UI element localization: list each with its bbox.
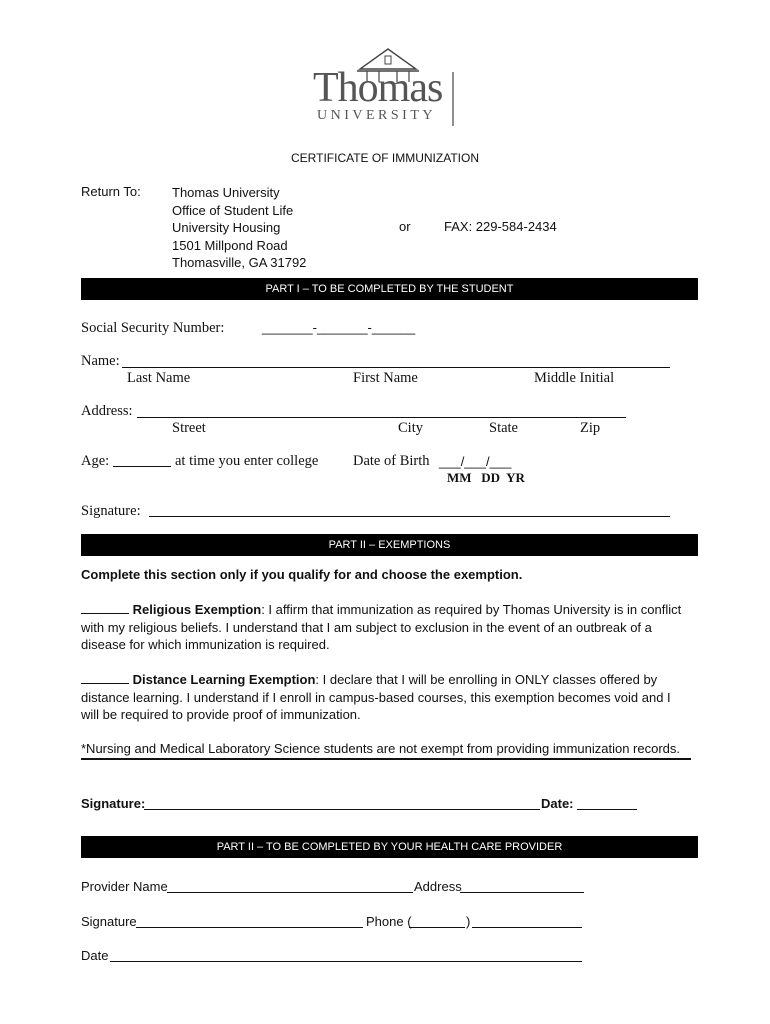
- zip-caption: Zip: [580, 420, 601, 436]
- part2-header: PART II – EXEMPTIONS: [81, 534, 698, 556]
- logo-wordmark: Thomas: [313, 65, 443, 111]
- provider-phone-close: ): [466, 914, 471, 929]
- age-suffix: at time you enter college: [175, 453, 319, 469]
- exemption-signature-field[interactable]: [144, 796, 540, 810]
- provider-address-label: Address: [414, 879, 462, 894]
- ssn-field[interactable]: _______-_______-______: [262, 320, 416, 335]
- or-text: or: [399, 219, 411, 234]
- state-caption: State: [489, 420, 518, 436]
- part1-header: PART I – TO BE COMPLETED BY THE STUDENT: [81, 278, 698, 300]
- nursing-note: *Nursing and Medical Laboratory Science students are not exempt from providing immunization records.: [81, 741, 681, 756]
- religious-exemption-body: : I affirm that immunization as required by Thomas University is in conflict with my religious beliefs. I understand that I am subject to exclusion in the event of an outbreak of a disease for which immunization is required.: [81, 602, 682, 652]
- provider-name-field[interactable]: [167, 879, 413, 893]
- address-field[interactable]: [137, 404, 626, 418]
- middle-initial-caption: Middle Initial: [534, 370, 615, 386]
- first-name-caption: First Name: [353, 370, 418, 386]
- distance-exemption-checkline[interactable]: [81, 671, 129, 684]
- exemption-signature-label: Signature:: [81, 796, 146, 811]
- exemption-date-field[interactable]: [577, 796, 637, 810]
- logo-subtitle: UNIVERSITY: [317, 108, 436, 123]
- distance-exemption-text: [81, 671, 691, 724]
- religious-exemption-text: [81, 601, 691, 654]
- provider-area-code-field[interactable]: [409, 914, 465, 928]
- age-field[interactable]: [113, 453, 171, 467]
- address-line: Thomas University: [172, 185, 280, 200]
- provider-date-field[interactable]: [110, 948, 582, 962]
- name-label: Name:: [81, 353, 120, 369]
- dob-caption: MM DD YR: [447, 470, 525, 485]
- return-to-label: Return To:: [81, 184, 141, 199]
- religious-exemption-title: Religious Exemption: [132, 602, 262, 617]
- signature-label: Signature:: [81, 503, 141, 519]
- distance-exemption-body: : I declare that I will be enrolling in ONLY classes offered by distance learning. I understand if I enroll in campus-based courses, this exemption becomes void and I will be required to provide proof of immunization.: [81, 672, 671, 722]
- address-line: University Housing: [172, 220, 281, 235]
- section-divider: [81, 758, 691, 760]
- exemption-intro: Complete this section only if you qualify for and choose the exemption.: [81, 567, 523, 582]
- provider-address-field[interactable]: [460, 879, 584, 893]
- distance-exemption-title: Distance Learning Exemption: [132, 672, 316, 687]
- address-label: Address:: [81, 403, 133, 419]
- student-signature-field[interactable]: [149, 503, 670, 517]
- provider-date-label: Date: [81, 948, 109, 963]
- provider-signature-field[interactable]: [136, 914, 363, 928]
- provider-signature-label: Signature: [81, 914, 137, 929]
- dob-field[interactable]: ___/___/___: [439, 454, 512, 469]
- provider-section-header: PART II – TO BE COMPLETED BY YOUR HEALTH CARE PROVIDER: [81, 836, 698, 858]
- page-title: CERTIFICATE OF IMMUNIZATION: [291, 151, 479, 165]
- age-label: Age:: [81, 453, 110, 469]
- exemption-date-label: Date:: [541, 796, 574, 811]
- last-name-caption: Last Name: [127, 370, 191, 386]
- provider-phone-label: Phone (: [366, 914, 412, 929]
- street-caption: Street: [172, 420, 206, 436]
- university-logo: [305, 44, 465, 129]
- ssn-label: Social Security Number:: [81, 320, 225, 336]
- name-field[interactable]: [122, 354, 670, 368]
- address-line: Office of Student Life: [172, 202, 294, 218]
- address-line: 1501 Millpond Road: [172, 237, 288, 253]
- city-caption: City: [398, 420, 423, 436]
- fax-number: FAX: 229-584-2434: [444, 219, 557, 234]
- provider-name-label: Provider Name: [81, 879, 168, 894]
- provider-phone-field[interactable]: [472, 914, 582, 928]
- address-line: Thomasville, GA 31792: [172, 255, 307, 270]
- religious-exemption-checkline[interactable]: [81, 601, 129, 614]
- return-address: [172, 184, 306, 272]
- dob-label: Date of Birth: [353, 453, 430, 469]
